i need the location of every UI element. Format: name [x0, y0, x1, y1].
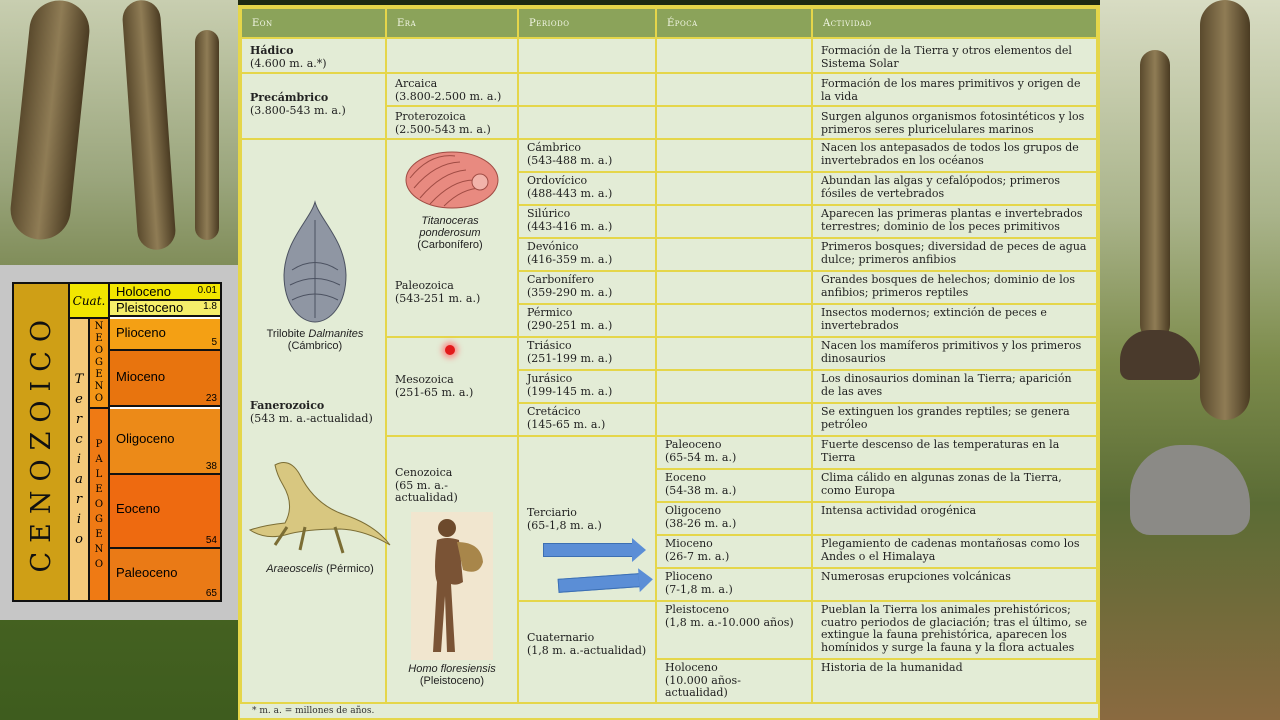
- epoca-name: Holoceno: [665, 661, 718, 674]
- epoca-name: Mioceno: [665, 537, 713, 550]
- epoch-paleoceno: Paleoceno 65: [110, 549, 220, 600]
- neogeno-letter: G: [95, 357, 103, 368]
- eon-name: Fanerozoico: [250, 399, 325, 412]
- periodo-name: Devónico: [527, 240, 579, 253]
- era-range: (2.500-543 m. a.): [395, 122, 491, 136]
- header-epoca: Época: [656, 8, 812, 38]
- eon-name: Precámbrico: [250, 91, 329, 104]
- actividad-cell: Pueblan la Tierra los animales prehistóricos; cuatro periodos de glaciación; tras el último, se extingue la fauna prehistórica, aparecen los homínidos y surge la fauna y la flora actuales: [812, 601, 1097, 659]
- neogeno-letter: N: [94, 321, 104, 332]
- periodo-name: Triásico: [527, 339, 572, 352]
- paleogeno-letter: P: [95, 439, 103, 450]
- terciario-letter: o: [75, 531, 83, 547]
- periodo-range: (290-251 m. a.): [527, 318, 613, 332]
- rhino-silhouette: [1130, 445, 1250, 535]
- titanoceras-label-b: ponderosum: [419, 227, 481, 239]
- era-range: (251-65 m. a.): [395, 385, 474, 399]
- araeoscelis-figure: [245, 455, 395, 575]
- cenozoico-title: CENOZOICO: [25, 311, 57, 573]
- header-periodo: Periodo: [518, 8, 656, 38]
- epoca-name: Paleoceno: [665, 438, 722, 451]
- era-name: Mesozoica: [395, 373, 454, 386]
- era-range: (65 m. a.-actualidad): [395, 478, 458, 504]
- neogeno-letter: E: [95, 369, 103, 380]
- epoca-range: (1,8 m. a.-10.000 años): [665, 615, 794, 629]
- periodo-name: Ordovícico: [527, 174, 588, 187]
- periodo-range: (359-290 m. a.): [527, 285, 613, 299]
- header-eon: Eon: [241, 8, 386, 38]
- trilobite-icon: [280, 200, 350, 325]
- periodo-name: Cretácico: [527, 405, 581, 418]
- paleogeno-letter: O: [94, 499, 104, 510]
- header-era: Era: [386, 8, 518, 38]
- actividad-cell: Nacen los mamíferos primitivos y los primeros dinosaurios: [812, 337, 1097, 370]
- titanoceras-figure: [395, 148, 505, 251]
- periodo-range: (543-488 m. a.): [527, 153, 613, 167]
- paleogeno-letter: L: [95, 469, 103, 480]
- periodo-name: Cuaternario: [527, 631, 595, 644]
- terciario-letter: a: [75, 471, 83, 487]
- homo-label-b: (Pleistoceno): [419, 675, 485, 687]
- periodo-range: (416-359 m. a.): [527, 252, 613, 266]
- neogeno-letter: N: [94, 381, 104, 392]
- arrow-to-mioceno: [543, 543, 633, 557]
- periodo-name: Jurásico: [527, 372, 573, 385]
- cenozoico-chart: [0, 265, 238, 620]
- geologic-time-table: [238, 5, 1100, 720]
- footnote: * m. a. = millones de años.: [252, 706, 375, 716]
- actividad-cell: Los dinosaurios dominan la Tierra; aparición de las aves: [812, 370, 1097, 403]
- era-range: (543-251 m. a.): [395, 291, 481, 305]
- periodo-name: Silúrico: [527, 207, 571, 220]
- periodo-range: (251-199 m. a.): [527, 351, 613, 365]
- epoca-name: Oligoceno: [665, 504, 722, 517]
- epoca-name: Plioceno: [665, 570, 713, 583]
- neogeno-letter: O: [94, 393, 104, 404]
- trilobite-label-c: (Cámbrico): [287, 340, 343, 352]
- actividad-cell: Nacen los antepasados de todos los grupos de invertebrados en los océanos: [812, 139, 1097, 172]
- periodo-range: (443-416 m. a.): [527, 219, 613, 233]
- neogeno-letter: E: [95, 333, 103, 344]
- araeoscelis-label-b: (Pérmico): [323, 563, 374, 575]
- actividad-cell: Numerosas erupciones volcánicas: [812, 568, 1097, 601]
- actividad-cell: Grandes bosques de helechos; dominio de los anfibios; primeros reptiles: [812, 271, 1097, 304]
- table-row: [241, 73, 1097, 106]
- actividad-cell: Plegamiento de cadenas montañosas como los Andes o el Himalaya: [812, 535, 1097, 568]
- table-row: [241, 139, 1097, 172]
- paleogeno-label: [90, 409, 110, 600]
- actividad-cell: Insectos modernos; extinción de peces e invertebrados: [812, 304, 1097, 337]
- table-row: [241, 38, 1097, 73]
- periodo-range: (145-65 m. a.): [527, 417, 606, 431]
- epoch-eoceno: Eoceno 54: [110, 475, 220, 549]
- lizard-icon: [245, 455, 395, 560]
- actividad-cell: Intensa actividad orogénica: [812, 502, 1097, 535]
- terciario-letter: c: [75, 431, 83, 447]
- epoca-range: (54-38 m. a.): [665, 483, 737, 497]
- epoch-oligoceno: Oligoceno 38: [110, 409, 220, 475]
- prehistoric-background-right: [1100, 0, 1280, 720]
- epoch-holoceno: Holoceno 0.01: [110, 284, 220, 301]
- actividad-cell: Fuerte descenso de las temperaturas en la Tierra: [812, 436, 1097, 469]
- terciario-letter: i: [76, 511, 82, 527]
- epoch-plioceno: Plioceno 5: [110, 319, 220, 351]
- neogeno-label: [90, 319, 110, 409]
- actividad-cell: Historia de la humanidad: [812, 659, 1097, 703]
- paleogeno-letter: O: [94, 559, 104, 570]
- epoca-range: (65-54 m. a.): [665, 450, 737, 464]
- era-name: Proterozoica: [395, 110, 466, 123]
- titanoceras-label-a: Titanoceras: [421, 215, 479, 227]
- eon-range: (4.600 m. a.*): [250, 56, 327, 70]
- periodo-range: (65-1,8 m. a.): [527, 518, 602, 532]
- epoca-range: (38-26 m. a.): [665, 516, 737, 530]
- periodo-range: (488-443 m. a.): [527, 186, 613, 200]
- era-name: Paleozoica: [395, 279, 454, 292]
- terciario-letter: r: [75, 491, 83, 507]
- actividad-cell: Se extinguen los grandes reptiles; se genera petróleo: [812, 403, 1097, 436]
- epoca-range: (10.000 años-actualidad): [665, 673, 741, 699]
- actividad-cell: Aparecen las primeras plantas e invertebrados terrestres; dominio de los peces primitivos: [812, 205, 1097, 238]
- periodo-range: (199-145 m. a.): [527, 384, 613, 398]
- terciario-label: [70, 319, 90, 600]
- ammonite-icon: [400, 148, 500, 212]
- terciario-letter: r: [75, 411, 83, 427]
- terciario-letter: e: [75, 391, 83, 407]
- era-name: Cenozoica: [395, 466, 453, 479]
- trilobite-label-a: Trilobite: [266, 328, 309, 340]
- eon-range: (3.800-543 m. a.): [250, 103, 346, 117]
- terciario-letter: T: [74, 371, 84, 387]
- paleogeno-letter: A: [95, 454, 103, 465]
- cuaternario-label: Cuat.: [70, 284, 110, 319]
- actividad-cell: Clima cálido en algunas zonas de la Tierra, como Europa: [812, 469, 1097, 502]
- epoch-pleistoceno: Pleistoceno 1.8: [110, 301, 220, 317]
- eras-table: [240, 7, 1098, 704]
- neogeno-letter: O: [94, 345, 104, 356]
- trilobite-figure: [250, 200, 380, 352]
- periodo-name: Terciario: [527, 506, 577, 519]
- homo-floresiensis-figure: [402, 512, 502, 687]
- actividad-cell: Formación de la Tierra y otros elementos del Sistema Solar: [812, 38, 1097, 73]
- paleogeno-letter: E: [95, 529, 103, 540]
- epoch-mioceno: Mioceno 23: [110, 351, 220, 407]
- araeoscelis-label-a: Araeoscelis: [266, 563, 324, 575]
- actividad-cell: Surgen algunos organismos fotosintéticos y los primeros seres pluricelulares marinos: [812, 106, 1097, 139]
- terciario-letter: i: [76, 451, 82, 467]
- boar-silhouette: [1120, 330, 1200, 380]
- actividad-cell: Abundan las algas y cefalópodos; primeros fósiles de vertebrados: [812, 172, 1097, 205]
- epoca-name: Eoceno: [665, 471, 707, 484]
- hominid-icon: [411, 512, 493, 660]
- pointer-dot: [445, 345, 455, 355]
- titanoceras-label-c: (Carbonífero): [417, 239, 483, 251]
- homo-label-a: Homo floresiensis: [408, 663, 496, 675]
- actividad-cell: Formación de los mares primitivos y origen de la vida: [812, 73, 1097, 106]
- paleogeno-letter: E: [95, 484, 103, 495]
- trilobite-label-b: Dalmanites: [308, 328, 364, 340]
- periodo-name: Carbonífero: [527, 273, 594, 286]
- periodo-range: (1,8 m. a.-actualidad): [527, 643, 647, 657]
- epoca-range: (26-7 m. a.): [665, 549, 730, 563]
- periodo-name: Pérmico: [527, 306, 573, 319]
- header-actividad: Actividad: [812, 8, 1097, 38]
- epoca-name: Pleistoceno: [665, 603, 730, 616]
- epoca-range: (7-1,8 m. a.): [665, 582, 733, 596]
- cenozoico-label-column: [14, 284, 70, 600]
- era-name: Arcaica: [395, 77, 438, 90]
- periodo-name: Cámbrico: [527, 141, 582, 154]
- actividad-cell: Primeros bosques; diversidad de peces de agua dulce; primeros anfibios: [812, 238, 1097, 271]
- eon-name: Hádico: [250, 44, 294, 57]
- paleogeno-letter: G: [95, 514, 103, 525]
- era-range: (3.800-2.500 m. a.): [395, 89, 502, 103]
- paleogeno-letter: N: [94, 544, 104, 555]
- eon-range: (543 m. a.-actualidad): [250, 411, 373, 425]
